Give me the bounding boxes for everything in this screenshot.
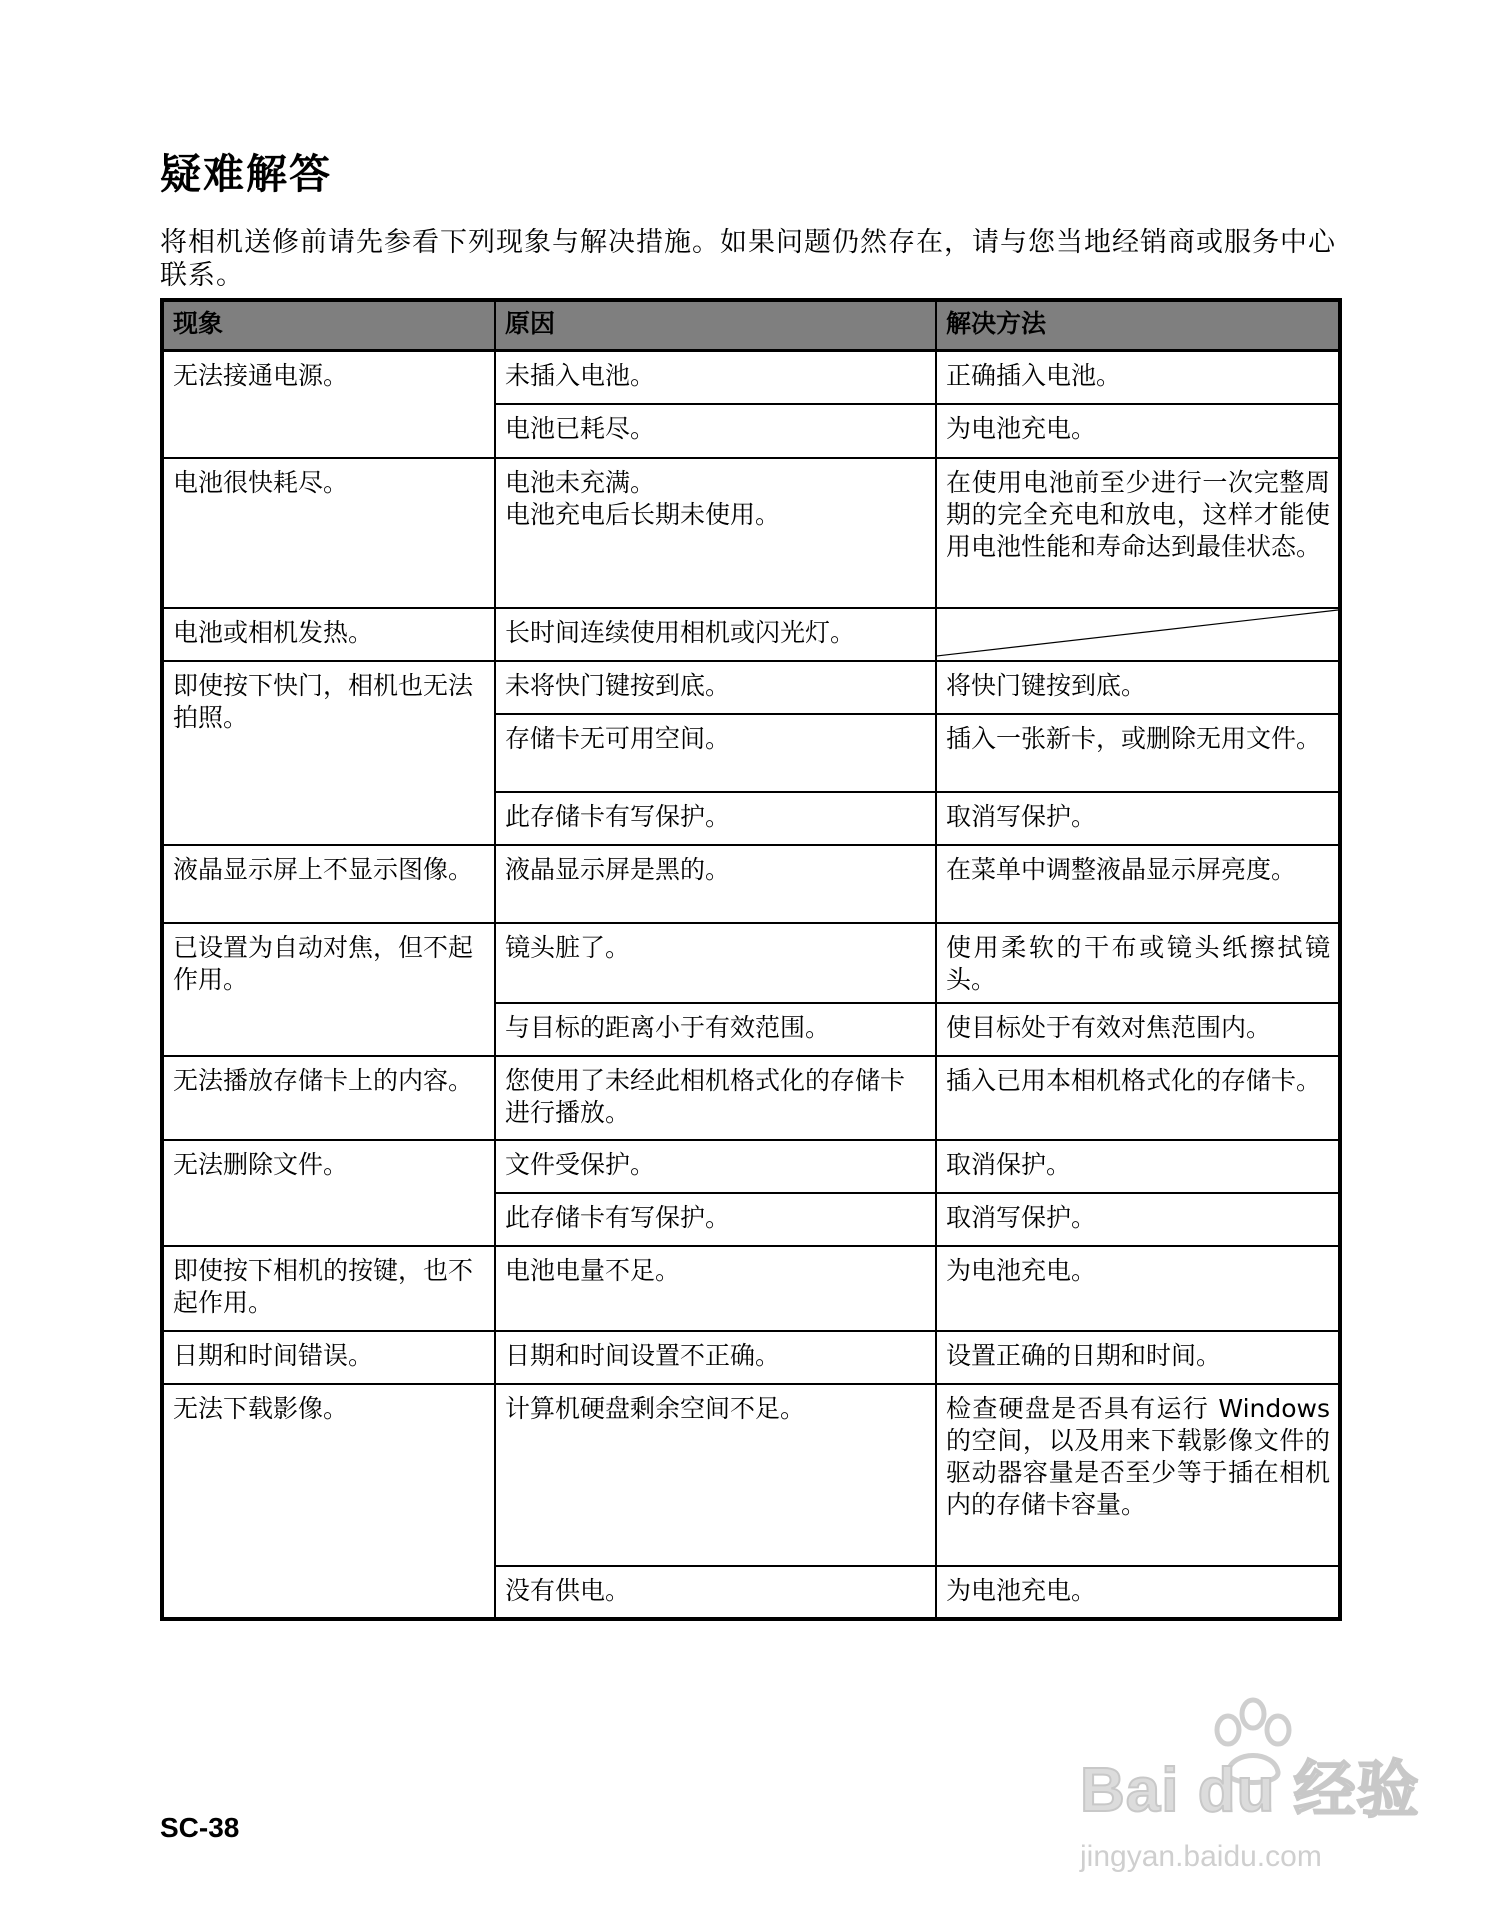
- solution-cell: 取消写保护。: [936, 792, 1340, 845]
- solution-cell: 为电池充电。: [936, 1566, 1340, 1619]
- table-row: [162, 1384, 1340, 1566]
- symptom-cell: 无法删除文件。: [162, 1140, 495, 1246]
- table-row: [162, 351, 1340, 404]
- watermark-brand: Bai du 经验: [1080, 1756, 1420, 1825]
- solution-cell: 取消保护。: [936, 1140, 1340, 1193]
- cause-cell: 未插入电池。: [495, 351, 936, 404]
- solution-cell: 插入已用本相机格式化的存储卡。: [936, 1056, 1340, 1140]
- cause-cell: 电池电量不足。: [495, 1246, 936, 1331]
- symptom-cell: 无法下载影像。: [162, 1384, 495, 1619]
- diagonal-slash-line: [937, 609, 1338, 660]
- table-row: [162, 1056, 1340, 1140]
- cause-cell: 电池未充满。 电池充电后长期未使用。: [495, 458, 936, 608]
- symptom-cell: 液晶显示屏上不显示图像。: [162, 845, 495, 923]
- table-body: [162, 351, 1340, 1619]
- solution-cell: 为电池充电。: [936, 404, 1340, 458]
- symptom-cell: 已设置为自动对焦，但不起作用。: [162, 923, 495, 1056]
- header-symptom: 现象: [162, 300, 495, 351]
- solution-cell: 使目标处于有效对焦范围内。: [936, 1003, 1340, 1056]
- watermark-url: jingyan.baidu.com: [1080, 1840, 1322, 1873]
- table-row: [162, 1140, 1340, 1193]
- cause-cell: 未将快门键按到底。: [495, 661, 936, 714]
- table-row: [162, 923, 1340, 1003]
- symptom-cell: 无法播放存储卡上的内容。: [162, 1056, 495, 1140]
- solution-cell: 将快门键按到底。: [936, 661, 1340, 714]
- symptom-cell: 即使按下相机的按键，也不起作用。: [162, 1246, 495, 1331]
- header-cause: 原因: [495, 300, 936, 351]
- table-row: [162, 458, 1340, 608]
- solution-cell: 插入一张新卡，或删除无用文件。: [936, 714, 1340, 792]
- troubleshooting-table: [160, 298, 1342, 1621]
- table-row: [162, 661, 1340, 714]
- table-row: [162, 1246, 1340, 1331]
- cause-cell: 此存储卡有写保护。: [495, 792, 936, 845]
- cause-cell: 镜头脏了。: [495, 923, 936, 1003]
- table-header-row: [162, 300, 1340, 351]
- page-number: SC-38: [160, 1812, 240, 1843]
- table-row: [162, 845, 1340, 923]
- cause-cell: 电池已耗尽。: [495, 404, 936, 458]
- cause-cell: 没有供电。: [495, 1566, 936, 1619]
- solution-cell: 在菜单中调整液晶显示屏亮度。: [936, 845, 1340, 923]
- table-row: [162, 608, 1340, 661]
- symptom-cell: 即使按下快门，相机也无法拍照。: [162, 661, 495, 845]
- page-title: 疑难解答: [160, 150, 332, 198]
- cause-cell: 长时间连续使用相机或闪光灯。: [495, 608, 936, 661]
- cause-cell: 日期和时间设置不正确。: [495, 1331, 936, 1384]
- intro-paragraph: 将相机送修前请先参看下列现象与解决措施。如果问题仍然存在，请与您当地经销商或服务中心联系。: [160, 227, 1336, 291]
- solution-cell: 取消写保护。: [936, 1193, 1340, 1246]
- symptom-cell: 无法接通电源。: [162, 351, 495, 458]
- cause-cell: 文件受保护。: [495, 1140, 936, 1193]
- solution-cell: 正确插入电池。: [936, 351, 1340, 404]
- table-row: [162, 1331, 1340, 1384]
- empty-solution-cell: [936, 608, 1340, 661]
- solution-cell: 设置正确的日期和时间。: [936, 1331, 1340, 1384]
- cause-cell: 您使用了未经此相机格式化的存储卡进行播放。: [495, 1056, 936, 1140]
- cause-cell: 此存储卡有写保护。: [495, 1193, 936, 1246]
- cause-cell: 存储卡无可用空间。: [495, 714, 936, 792]
- solution-cell: 使用柔软的干布或镜头纸擦拭镜头。: [936, 923, 1340, 1003]
- symptom-cell: 日期和时间错误。: [162, 1331, 495, 1384]
- solution-cell: 为电池充电。: [936, 1246, 1340, 1331]
- symptom-cell: 电池或相机发热。: [162, 608, 495, 661]
- cause-cell: 与目标的距离小于有效范围。: [495, 1003, 936, 1056]
- solution-cell: 在使用电池前至少进行一次完整周期的完全充电和放电，这样才能使用电池性能和寿命达到最佳状态。: [936, 458, 1340, 608]
- solution-cell: 检查硬盘是否具有运行 Windows 的空间，以及用来下载影像文件的驱动器容量是否至少等于插在相机内的存储卡容量。: [936, 1384, 1340, 1566]
- watermark: [1060, 1690, 1440, 1890]
- cause-cell: 液晶显示屏是黑的。: [495, 845, 936, 923]
- header-solution: 解决方法: [936, 300, 1340, 351]
- cause-cell: 计算机硬盘剩余空间不足。: [495, 1384, 936, 1566]
- symptom-cell: 电池很快耗尽。: [162, 458, 495, 608]
